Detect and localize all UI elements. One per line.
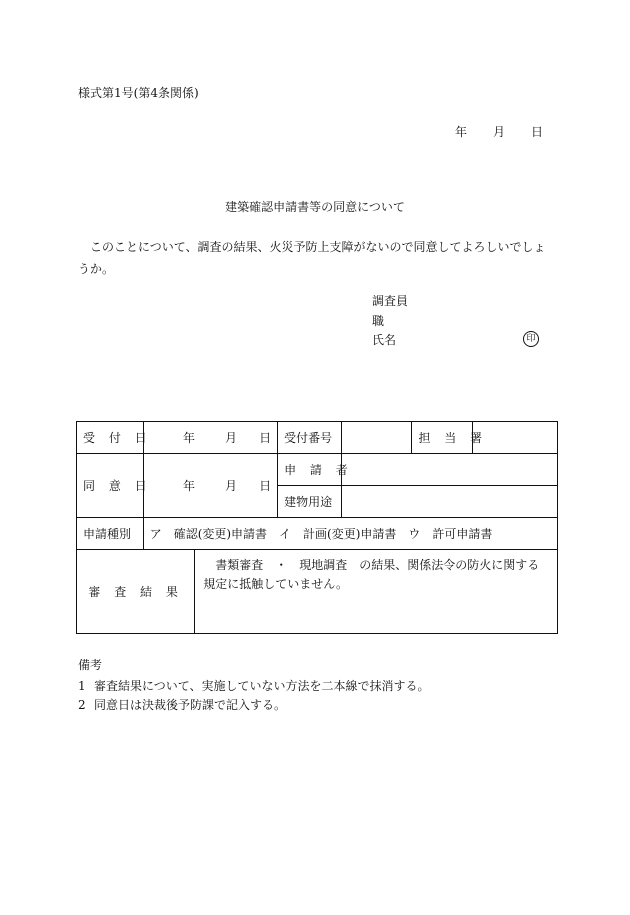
consent-date-label: 同 意 日: [77, 454, 144, 518]
application-type-label: 申請種別: [77, 518, 144, 550]
received-date-field[interactable]: [143, 422, 277, 454]
consent-form-table: [76, 421, 558, 634]
date-day-label: 日: [531, 125, 544, 139]
form-number: 様式第1号(第4条関係): [78, 86, 199, 100]
remark-number: 1: [78, 679, 86, 693]
received-year: 年: [183, 431, 196, 445]
officer-label: 担 当 署: [412, 422, 473, 454]
remark-item: [78, 677, 430, 694]
consent-date-field[interactable]: [143, 454, 277, 518]
review-result-field[interactable]: [195, 550, 558, 634]
date-month-label: 月: [493, 125, 506, 139]
remarks-heading: 備考: [78, 658, 103, 672]
name-label: 氏名: [372, 333, 397, 347]
consent-year: 年: [183, 479, 196, 493]
applicant-field[interactable]: [341, 454, 557, 486]
position-label: 職: [372, 314, 385, 328]
date-year-label: 年: [455, 125, 468, 139]
document-title: 建築確認申請書等の同意について: [225, 200, 405, 214]
consent-month: 月: [225, 479, 238, 493]
document-date: [455, 123, 543, 140]
review-result-label: 審 査 結 果: [77, 550, 195, 634]
consent-day: 日: [259, 479, 272, 493]
remark-text: 審査結果について、実施していない方法を二本線で抹消する。: [94, 679, 430, 693]
receipt-number-label: 受付番号: [278, 422, 342, 454]
received-date-label: 受 付 日: [77, 422, 144, 454]
building-use-field[interactable]: [341, 486, 557, 518]
investigator-label: 調査員: [372, 294, 409, 308]
remark-item: [78, 696, 286, 713]
received-day: 日: [259, 431, 272, 445]
applicant-label: 申 請 者: [278, 454, 342, 486]
body-text: このことについて、調査の結果、火災予防上支障がないので同意してよろしいでしょうか。: [78, 240, 546, 276]
building-use-label: 建物用途: [278, 486, 342, 518]
received-month: 月: [225, 431, 238, 445]
remark-number: 2: [78, 698, 86, 712]
receipt-number-field[interactable]: [341, 422, 412, 454]
seal-mark: 印: [523, 331, 539, 347]
review-result-text: 書類審査 ・ 現地調査 の結果、関係法令の防火に関する規定に抵触していません。: [203, 558, 540, 591]
application-type-options[interactable]: ア 確認(変更)申請書 イ 計画(変更)申請書 ウ 許可申請書: [143, 518, 557, 550]
remark-text: 同意日は決裁後予防課で記入する。: [94, 698, 287, 712]
